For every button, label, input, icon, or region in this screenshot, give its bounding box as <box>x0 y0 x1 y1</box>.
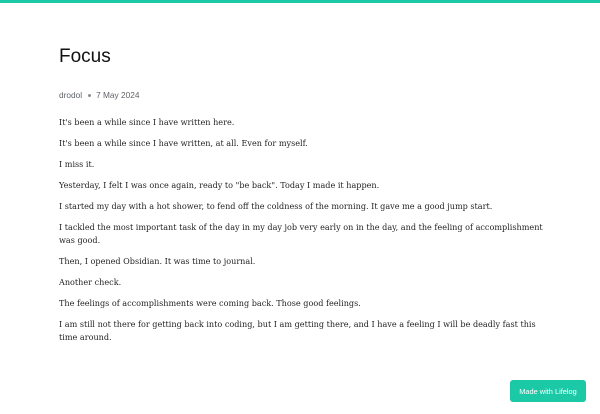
meta-separator-dot <box>88 94 91 97</box>
post-paragraph: I started my day with a hot shower, to fend off the coldness of the morning. It gave me a good jump start. <box>59 201 493 211</box>
post-paragraph: The feelings of accomplishments were coming back. Those good feelings. <box>59 298 361 308</box>
post-paragraph: I miss it. <box>59 159 95 169</box>
post-paragraph: Yesterday, I felt I was once again, ready to "be back". Today I made it happen. <box>59 180 380 190</box>
post-paragraph: Then, I opened Obsidian. It was time to journal. <box>59 256 256 266</box>
made-with-lifelog-button[interactable]: Made with Lifelog <box>510 380 586 402</box>
post-paragraph: I tackled the most important task of the day in my day job very early on in the day, and the feeling of accomplishment was good. <box>59 222 543 245</box>
post-paragraph: Another check. <box>59 277 122 287</box>
post-title: Focus <box>59 46 111 67</box>
post-paragraph: It's been a while since I have written here. <box>59 117 235 127</box>
post-date: 7 May 2024 <box>96 90 140 100</box>
top-accent-bar <box>0 0 600 3</box>
post-content <box>59 116 549 344</box>
post-article <box>59 46 549 352</box>
post-author[interactable]: drodol <box>59 90 83 100</box>
post-paragraph: It's been a while since I have written, at all. Even for myself. <box>59 138 308 148</box>
post-meta <box>59 89 549 101</box>
post-paragraph: I am still not there for getting back into coding, but I am getting there, and I have a feeling I will be deadly fast this time around. <box>59 319 536 342</box>
